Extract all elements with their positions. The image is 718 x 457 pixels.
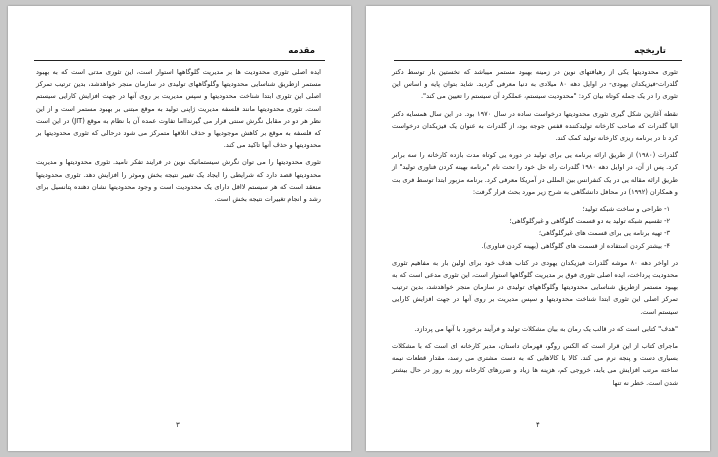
page-number: ۴ [536, 421, 540, 429]
page-body [392, 66, 678, 394]
section-heading: مقدمه [288, 46, 315, 56]
paragraph: تئوری محدودیتها را می توان نگرش سیستماتیک نوین در فرایند تفکر نامید. تئوری محدودیتها و مدیریت محدودیتها قصد دارد که شرایطی را ایجاد یک تغییر نتیجه بخش وموثر را افزایش دهد. تئوری محدودیتها منعقد است که هر سیستم لااقل دارای یک محدودیت است و وجود محدودیتها نشان دهنده پتانسیل برای رشد و انجام تغییرات نتیجه بخش است. [36, 158, 321, 204]
list-item: ۲- تقسیم شبکه تولید به دو قسمت گلوگاهی و غیرگلوگاهی؛ [509, 217, 670, 226]
section-heading: تاریخچه [634, 46, 666, 56]
header-rule [34, 60, 325, 61]
header-rule [394, 60, 682, 61]
page-number: ۳ [176, 421, 180, 429]
page-left [8, 6, 351, 451]
paragraph: ایده اصلی تئوری محدودیت ها بر مدیریت گلوگاهها استوار است، این تئوری مدتی است که به بهبود مستمر ازطریق شناسایی محدودیتها وگلوگاههای تولیدی در سازمان منجر خواهدشد، بدین ترتیب تمرکز اصلی این تئوری ابتدا شناخت محدودیتها و سپس مدیریت بر روی آنها در جهت افزایش کارایی سیستم است. تئوری محدودیتها مانند فلسفه مدیریت ژاپنی تولید به موقع مبتنی بر بهبود مستمر است و از این نظر هر دو در مقابل نگرش سنتی قرار می گیرندااما تفاوت عمده آن با نظام به موقع (JIT) در این است که فلسفه به موقع بر کاهش موجودیها و حذف اتلافها متمرکز می شود درحالی که تئوری محدودیتها بر محدودیتها و حذف آنها تاکید می کند. [36, 68, 321, 150]
paragraph: تئوری محدودیتها یکی از رهیافتهای نوین در زمینه بهبود مستمر میباشد که نخستین بار توسط دکتر گلدرات-فیزیکدان یهودی- در اوایل دهه ۸۰ میلادی به دنیا معرفی گردید. شاید بتوان پایه و اساس این تئوری را در یک جمله کوتاه بیان کرد: "محدودیت سیستم، عملکرد آن سیستم را تعیین می کند". [392, 68, 678, 101]
paragraph: ماجرای کتاب از این قرار است که الکس روگو، قهرمان داستان، مدیر کارخانه ای است که با مشکلات بسیاری دست و پنجه نرم می کند. کالا یا کالاهایی که به دست مشتری می رسد، مقدار قطعات نیمه ساخته مرتب افزایش می یابد، خروجی کم، هزینه ها زیاد و ضررهای کارخانه روز به روز در حال بیشتر شدن است. خطر نه تنها [392, 342, 678, 387]
page-right [366, 6, 710, 451]
numbered-list [392, 203, 678, 252]
paragraph: در اواخر دهه ۸۰ موشه گلدرات فیزیکدان یهودی در کتاب هدف خود برای اولین بار به مفاهیم تئوری محدودیت پرداخت، ایده اصلی تئوری فوق بر مدیریت گلوگاهها استوار است، این تئوری مدعی است که به بهبود مستمر ازطریق شناسایی محدودیتها وگلوگاههای تولیدی در سازمان منجر خواهدشد، بدین ترتیب تمرکز اصلی این تئوری ابتدا شناخت محدودیتها و سپس مدیریت بر روی آنها در جهت افزایش کارایی سیستم است. [392, 258, 679, 316]
list-item: ۳- تهیه برنامه یی برای قسمت های غیرگلوگاهی؛ [538, 229, 670, 238]
paragraph: گلدرات (۱۹۸۰) از طریق ارائه برنامه یی برای تولید در دوره یی کوتاه مدت بازده کارخانه را سه برابر کرد. پس از آن، در اوایل دهه ۱۹۸۰ گلدرات راه حل خود را تحت نام "برنامه بهینه کردن فناوری تولید" از طریق ارائه مقاله یی در یک کنفرانس بین المللی در آمریکا معرفی کرد. برنامه مزبور ابتدا توسط فری بت و همکاران (۱۹۹۲) در محافل دانشگاهی به شرح زیر مورد بحث قرار گرفت: [392, 151, 678, 196]
list-item: ۴- بیشتر کردن استفاده از قسمت های گلوگاهی (بهینه کردن فناوری). [481, 241, 670, 250]
paragraph: "هدف" کتابی است که در قالب یک رمان به بیان مشکلات تولید و فرآیند برخورد با آنها می پردازد. [414, 324, 678, 333]
paragraph: نقطه آغازین شکل گیری تئوری محدودیتها درخواست ساده در سال ۱۹۷۰ بود. در این سال همسایه دکتر الیا گلدرات که صاحب کارخانه تولیدکننده قفس جوجه بود، از گلدرات به عنوان یک فیزیکدان درخواست کرد تا در برنامه ریزی کارخانه تولید کمک کند. [392, 109, 678, 143]
page-body [36, 66, 321, 210]
list-item: ۱- طراحی و ساخت شبکه تولید؛ [582, 205, 670, 214]
